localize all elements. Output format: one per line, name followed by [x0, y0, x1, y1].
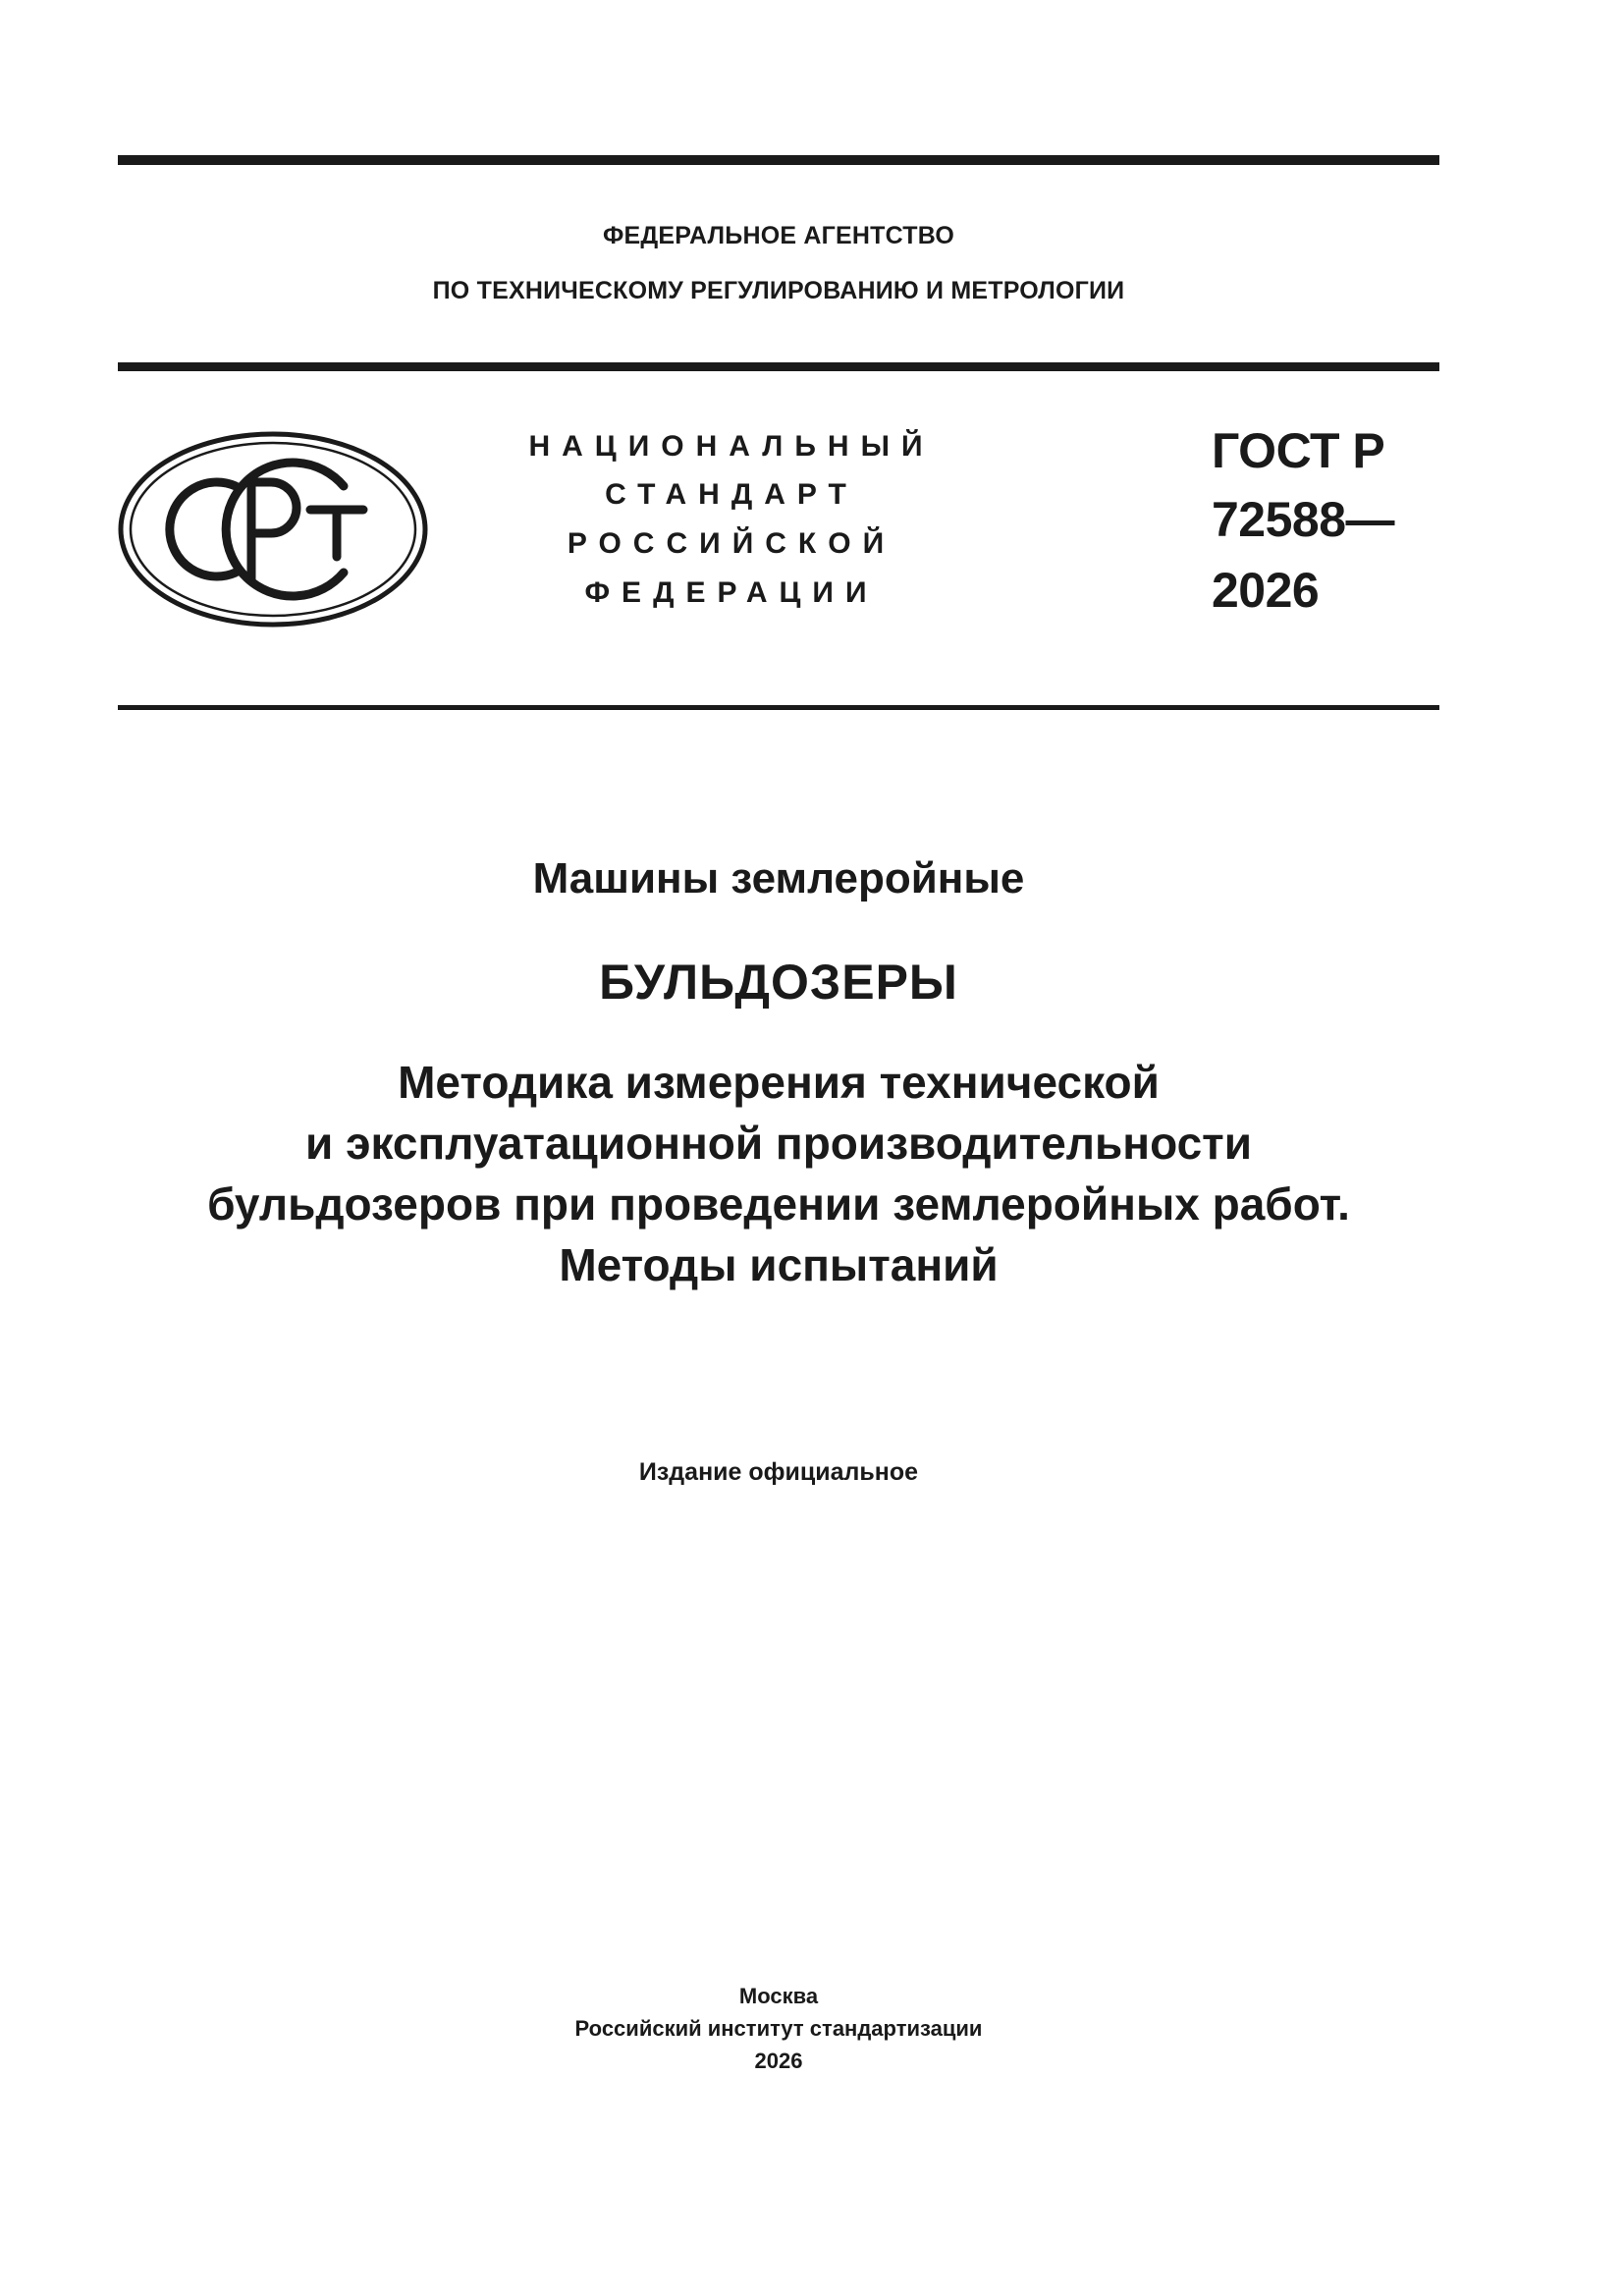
footer-publisher: Российский институт стандартизации — [574, 2016, 983, 2041]
edition-note: Издание официальное — [638, 1458, 919, 1486]
gost-designation-line-3: 2026 — [1212, 563, 1320, 618]
rst-certification-logo-icon — [116, 429, 430, 629]
national-standard-line-1: НАЦИОНАЛЬНЫЙ — [528, 430, 935, 463]
document-subtitle-line-4: Методы испытаний — [559, 1239, 999, 1290]
top-rule — [118, 155, 1439, 165]
document-main-title: БУЛЬДОЗЕРЫ — [599, 955, 958, 1010]
national-standard-line-4: ФЕДЕРАЦИИ — [584, 576, 879, 609]
document-subtitle-line-1: Методика измерения технической — [398, 1057, 1160, 1108]
document-group-title: Машины землеройные — [532, 854, 1025, 902]
agency-name-line-2: ПО ТЕХНИЧЕСКОМУ РЕГУЛИРОВАНИЮ И МЕТРОЛОГИИ — [432, 277, 1125, 304]
gost-designation-line-2: 72588— — [1212, 492, 1395, 547]
footer-year: 2026 — [754, 2049, 803, 2073]
document-subtitle-line-2: и эксплуатационной производительности — [305, 1118, 1252, 1169]
middle-rule — [118, 362, 1439, 371]
national-standard-line-2: СТАНДАРТ — [605, 478, 858, 511]
document-subtitle-line-3: бульдозеров при проведении землеройных работ. — [207, 1178, 1350, 1230]
national-standard-line-3: РОССИЙСКОЙ — [567, 527, 896, 560]
footer-city: Москва — [738, 1984, 819, 2008]
bottom-rule — [118, 705, 1439, 710]
agency-name-line-1: ФЕДЕРАЛЬНОЕ АГЕНТСТВО — [603, 222, 954, 249]
gost-designation-line-1: ГОСТ Р — [1212, 423, 1385, 478]
